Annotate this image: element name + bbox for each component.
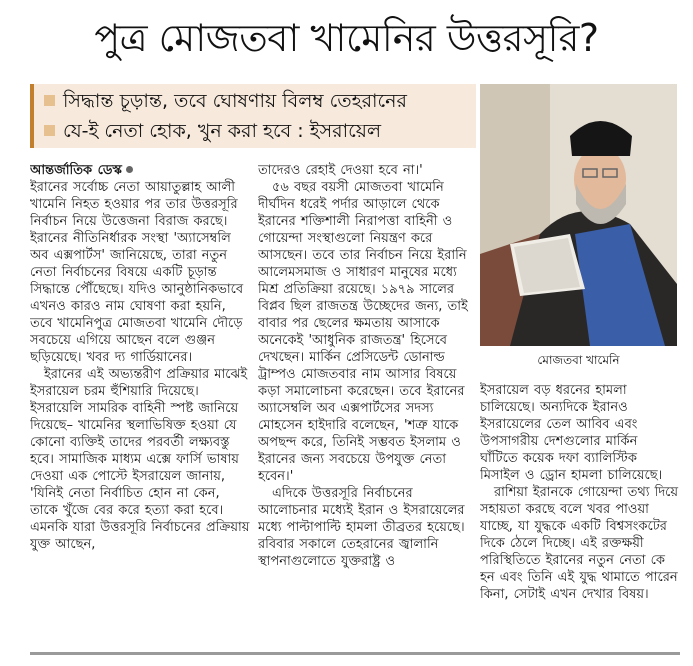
- bullet-square-icon: [44, 125, 55, 136]
- subheadline-2: [44, 116, 474, 146]
- subheadline-box: [30, 84, 476, 148]
- paragraph: তাদেরও রেহাই দেওয়া হবে না।': [258, 163, 423, 178]
- paragraph: ৫৬ বছর বয়সী মোজতবা খামেনি দীর্ঘদিন ধরেই পর্দার আড়ালে থেকে ইরানের শক্তিশালী নিরাপত্তা বাহিনী ও গোয়েন্দা সংস্থাগুলো নিয়ন্ত্রণ করে আসছেন। তবে তার নির্বাচন নিয়ে ইরানি আলেমসমাজ ও সাধারণ মানুষের মধ্যে মিশ্র প্রতিক্রিয়া রয়েছে। ১৯৭৯ সালের বিপ্লব ছিল রাজতন্ত্র উচ্ছেদের জন্য, তাই বাবার পর ছেলের ক্ষমতায় আসাকে অনেকেই 'আধুনিক রাজতন্ত্র' হিসেবে দেখছেন। মার্কিন প্রেসিডেন্ট ডোনাল্ড ট্রাম্পও মোজতবার নাম আসার বিষয়ে কড়া সমালোচনা করেছেন। তবে ইরানের অ্যাসেম্বলি অব এক্সপার্টসের সদস্য মোহসেন হাইদারি বলেছেন, 'শত্রু যাকে অপছন্দ করে, তিনিই সম্ভবত ইসলাম ও ইরানের জন্য সবচেয়ে উপযুক্ত নেতা হবেন।': [258, 180, 468, 484]
- article-column-1: [30, 162, 252, 642]
- subheadline-1-text: সিদ্ধান্ত চূড়ান্ত, তবে ঘোষণায় বিলম্ব তেহরানের: [63, 90, 407, 112]
- bottom-rule: [30, 652, 680, 655]
- photo-caption: মোজতবা খামেনি: [537, 353, 620, 367]
- article-column-3: [480, 382, 680, 642]
- dateline: [30, 162, 252, 179]
- portrait-illustration: [480, 84, 677, 346]
- portrait-photo: [480, 84, 677, 346]
- paragraph: এদিকে উত্তরসূরি নির্বাচনের আলোচনার মধ্যেই ইরান ও ইসরায়েলের মধ্যে পাল্টাপাল্টি হামলা তীব্রতর হয়েছে। রবিবার সকালে তেহরানের জ্বালানি স্থাপনাগুলোতে যুক্তরাষ্ট্র ও: [258, 486, 465, 569]
- paragraph: ইসরায়েল বড় ধরনের হামলা চালিয়েছে। অন্যদিকে ইরানও ইসরায়েলের তেল আবিব এবং উপসাগরীয় দেশগুলোর মার্কিন ঘাঁটিতে কয়েক দফা ব্যালিস্টিক মিসাইল ও ড্রোন হামলা চালিয়েছে।: [480, 383, 663, 483]
- dateline-bullet-icon: [126, 166, 133, 173]
- article-column-2: [258, 162, 476, 642]
- paragraph: রাশিয়া ইরানকে গোয়েন্দা তথ্য দিয়ে সহায়তা করছে বলে খবর পাওয়া যাচ্ছে, যা যুদ্ধকে একটি বিশ্বসংকটের দিকে ঠেলে দিচ্ছে। এই রক্তক্ষয়ী পরিস্থিতিতে ইরানের নতুন নেতা কে হন এবং তিনি এই যুদ্ধ থামাতে পারেন কিনা, সেটাই এখন দেখার বিষয়।: [480, 485, 679, 602]
- headline: পুত্র মোজতবা খামেনির উত্তরসূরি?: [94, 16, 599, 60]
- paragraph: ইরানের সর্বোচ্চ নেতা আয়াতুল্লাহ আলী খামেনি নিহত হওয়ার পর তার উত্তরসূরি নির্বাচন নিয়ে উত্তেজনা বিরাজ করছে। ইরানের নীতিনির্ধারক সংস্থা 'অ্যাসেম্বলি অব এক্সপার্টস' জানিয়েছে, তারা নতুন নেতা নির্বাচনের বিষয়ে একটি চূড়ান্ত সিদ্ধান্তে পৌঁছেছে। যদিও আনুষ্ঠানিকভাবে এখনও কারও নাম ঘোষণা করা হয়নি, তবে খামেনিপুত্র মোজতবা খামেনি দৌড়ে সবচেয়ে এগিয়ে আছেন বলে গুঞ্জন ছড়িয়েছে। খবর দ্য গার্ডিয়ানের।: [30, 180, 244, 365]
- dateline-text: আন্তর্জাতিক ডেস্ক: [30, 163, 122, 178]
- bullet-square-icon: [44, 95, 55, 106]
- subheadline-2-text: যে-ই নেতা হোক, খুন করা হবে : ইসরায়েল: [63, 120, 382, 142]
- paragraph: ইরানের এই অভ্যন্তরীণ প্রক্রিয়ার মাঝেই ইসরায়েল চরম হুঁশিয়ারি দিয়েছে। ইসরায়েলি সামরিক বাহিনী স্পষ্ট জানিয়ে দিয়েছে– খামেনির স্থলাভিষিক্ত হওয়া যে কোনো ব্যক্তিই তাদের পরবর্তী লক্ষ্যবস্তু হবে। সামাজিক মাধ্যম এক্সে ফার্সি ভাষায় দেওয়া এক পোস্টে ইসরায়েল জানায়, 'যিনিই নেতা নির্বাচিত হোন না কেন, তাকে খুঁজে বের করে হত্যা করা হবে। এমনকি যারা উত্তরসূরি নির্বাচনের প্রক্রিয়ায় যুক্ত আছেন,: [30, 367, 250, 552]
- subheadline-1: [44, 86, 474, 116]
